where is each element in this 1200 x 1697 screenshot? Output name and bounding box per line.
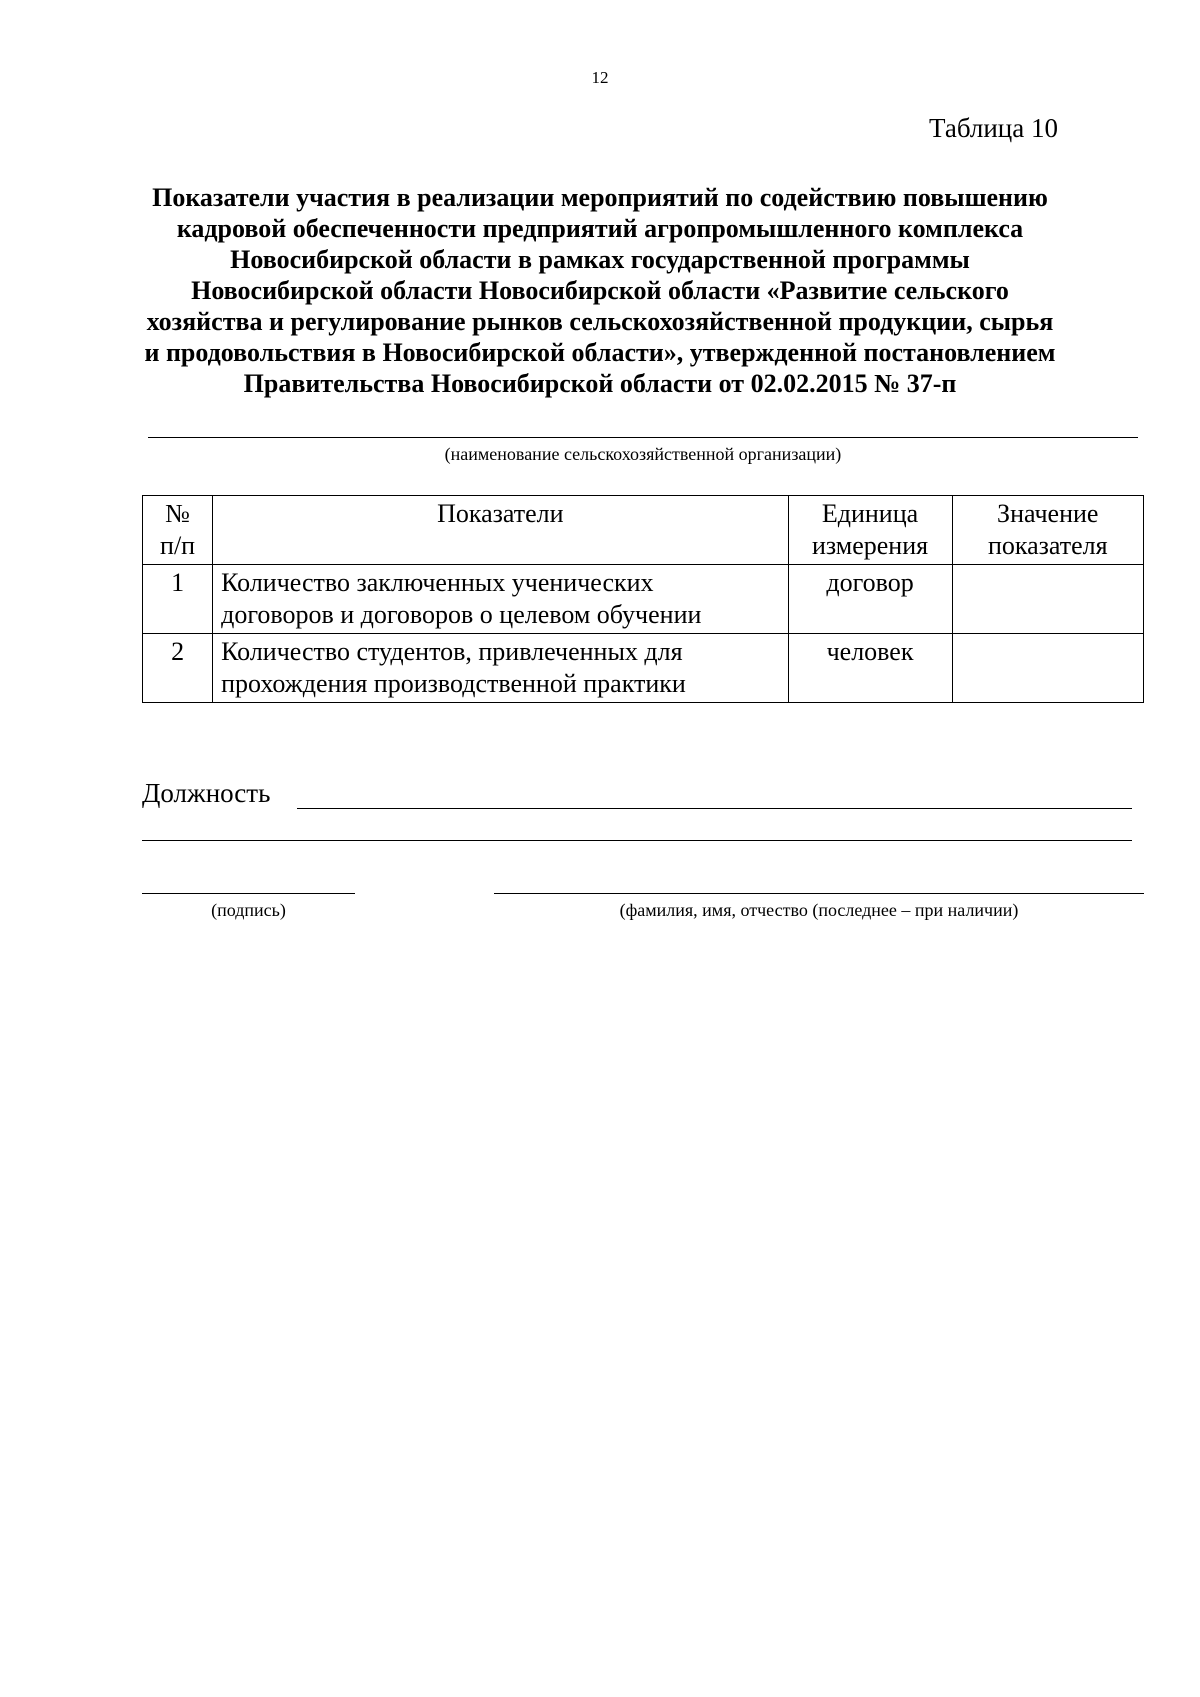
row-value-cell[interactable] (952, 634, 1143, 703)
table-row (143, 634, 1144, 703)
title-line: Новосибирской области Новосибирской области «Развитие сельского (191, 276, 1009, 305)
header-indicators: Показатели (213, 496, 788, 565)
position-input-line[interactable] (297, 808, 1132, 809)
row-unit: договор (788, 565, 952, 634)
row-indicator-line1: Количество студентов, привлеченных для (221, 637, 683, 666)
position-input-line-continued[interactable] (142, 840, 1132, 841)
title-line: и продовольствия в Новосибирской области», утвержденной постановлением (144, 338, 1056, 367)
header-number-line1: № (165, 499, 190, 528)
title-line: хозяйства и регулирование рынков сельскохозяйственной продукции, сырья (146, 307, 1054, 336)
header-value (952, 496, 1143, 565)
row-unit: человек (788, 634, 952, 703)
header-number-line2: п/п (160, 531, 196, 560)
header-number (143, 496, 213, 565)
header-unit (788, 496, 952, 565)
position-field (142, 777, 1132, 813)
row-indicator-line1: Количество заключенных ученических (221, 568, 654, 597)
header-value-line2: показателя (987, 531, 1108, 560)
table-row (143, 565, 1144, 634)
header-unit-line1: Единица (821, 499, 919, 528)
organization-name-line (148, 437, 1138, 438)
title-line: Новосибирской области в рамках государственной программы (230, 245, 970, 274)
header-unit-line2: измерения (811, 531, 929, 560)
full-name-line[interactable] (494, 893, 1144, 894)
title-line: кадровой обеспеченности предприятий агропромышленного комплекса (176, 214, 1024, 243)
row-value-cell[interactable] (952, 565, 1143, 634)
row-number: 2 (143, 634, 213, 703)
row-indicator-line2: договоров и договоров о целевом обучении (221, 600, 702, 629)
row-indicator (213, 634, 788, 703)
signature-line[interactable] (142, 893, 355, 894)
signature-caption: (подпись) (211, 900, 286, 920)
header-value-line1: Значение (997, 499, 1099, 528)
indicators-table (142, 495, 1144, 703)
row-indicator-line2: прохождения производственной практики (221, 669, 686, 698)
row-indicator (213, 565, 788, 634)
document-title (140, 182, 1060, 399)
page-number: 12 (591, 68, 609, 87)
row-number: 1 (143, 565, 213, 634)
title-line: Показатели участия в реализации мероприятий по содействию повышению (152, 183, 1048, 212)
position-label: Должность (142, 778, 271, 808)
table-header-row (143, 496, 1144, 565)
title-line: Правительства Новосибирской области от 02.02.2015 № 37-п (243, 369, 957, 398)
table-caption: Таблица 10 (929, 113, 1058, 143)
full-name-caption: (фамилия, имя, отчество (последнее – при наличии) (619, 900, 1019, 920)
organization-name-caption: (наименование сельскохозяйственной организации) (444, 444, 842, 464)
